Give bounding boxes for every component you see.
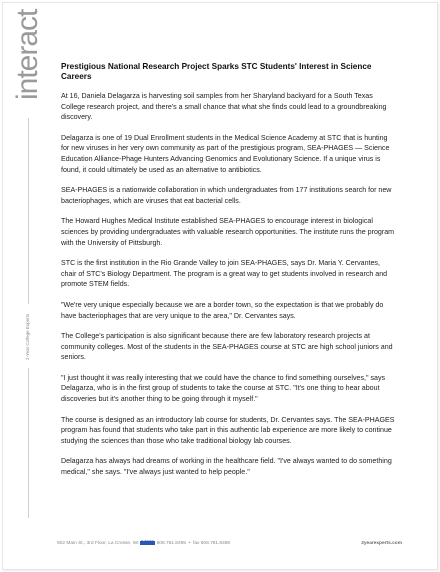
article-paragraph-9: The course is designed as an introductory lab course for students, Dr. Cervantes says. The SEA-PHAGES program has found that students who take part in this authentic lab experience are more likely to continue studying the sciences than those who take traditional biology lab courses. (61, 415, 395, 445)
article-paragraph-2: Delagarza is one of 19 Dual Enrollment students in the Medical Science Academy at STC that is hunting for new viruses in her very own community as part of the prestigious program, SEA-PHAGES — Science Education Alliance-Phage Hunters Advancing Genomics and Evolutionary Science. If a unique virus is found, it could ultimately be used as an alternative to antibiotics. (61, 133, 390, 174)
footer-address: 502 Main St., 3rd Floor, La Crosse, WI (57, 541, 139, 546)
article-body (61, 62, 395, 488)
footer-fax: fax 608.781.8496 (193, 541, 231, 546)
footer-zip-selected[interactable]: 54601 (140, 539, 155, 545)
side-rule-top (28, 118, 29, 304)
article-paragraph-8: "I just thought it was really interesting that we could have the chance to find something ourselves," says Delagarza, who is in the first group of students to take the course at STC. "It's one thing to hear about discoveries but it's another thing to be going through it myself." (61, 373, 386, 404)
article-paragraph-6: "We're very unique especially because we are a border town, so the expectation is that we probably do have bacteriophages that are very unique to the area," Dr. Cervantes says. (61, 300, 384, 320)
page-footer (57, 539, 402, 549)
footer-contact (57, 539, 230, 549)
article-paragraph-3: SEA-PHAGES is a nationwide collaboration in which undergraduates from 177 institutions search for new bacteriophages, which are viruses that eat bacterial cells. (61, 186, 392, 205)
article-paragraph-4: The Howard Hughes Medical Institute established SEA-PHAGES to encourage interest in biological sciences by providing undergraduates with valuable research opportunities. The institute runs the program with the University of Pittsburgh. (61, 217, 395, 247)
side-rule-bottom (28, 368, 29, 518)
article-paragraph-7: The College's participation is also significant because there are few laboratory research projects at community colleges. Most of the students in the SEA-PHAGES course at STC are high school juniors and seniors. (61, 332, 393, 362)
article-paragraph-10: Delagarza has always had dreams of working in the healthcare field. "I've always wanted to do something medical," she says. "I've always just wanted to help people." (61, 457, 392, 477)
article-headline: Prestigious National Research Project Sparks STC Students' Interest in Science Careers (61, 62, 372, 81)
footer-separator: • (187, 541, 192, 546)
footer-website[interactable]: 2yearexperts.com (361, 541, 402, 546)
footer-phone: 608.781.8495 (156, 541, 186, 546)
article-paragraph-5: STC is the first institution in the Rio Grande Valley to join SEA-PHAGES, says Dr. Maria Y. Cervantes, chair of STC's Biology Department. The program is a great way to get students involved in research and promote STEM fields. (61, 259, 388, 289)
article-paragraph-1: At 16, Daniela Delagarza is harvesting soil samples from her Sharyland backyard for a South Texas College research project, and there's a small chance that what she finds could lead to a groundbreaking discovery. (61, 92, 387, 122)
logo-tagline: 2-Year College Experts (25, 313, 30, 360)
